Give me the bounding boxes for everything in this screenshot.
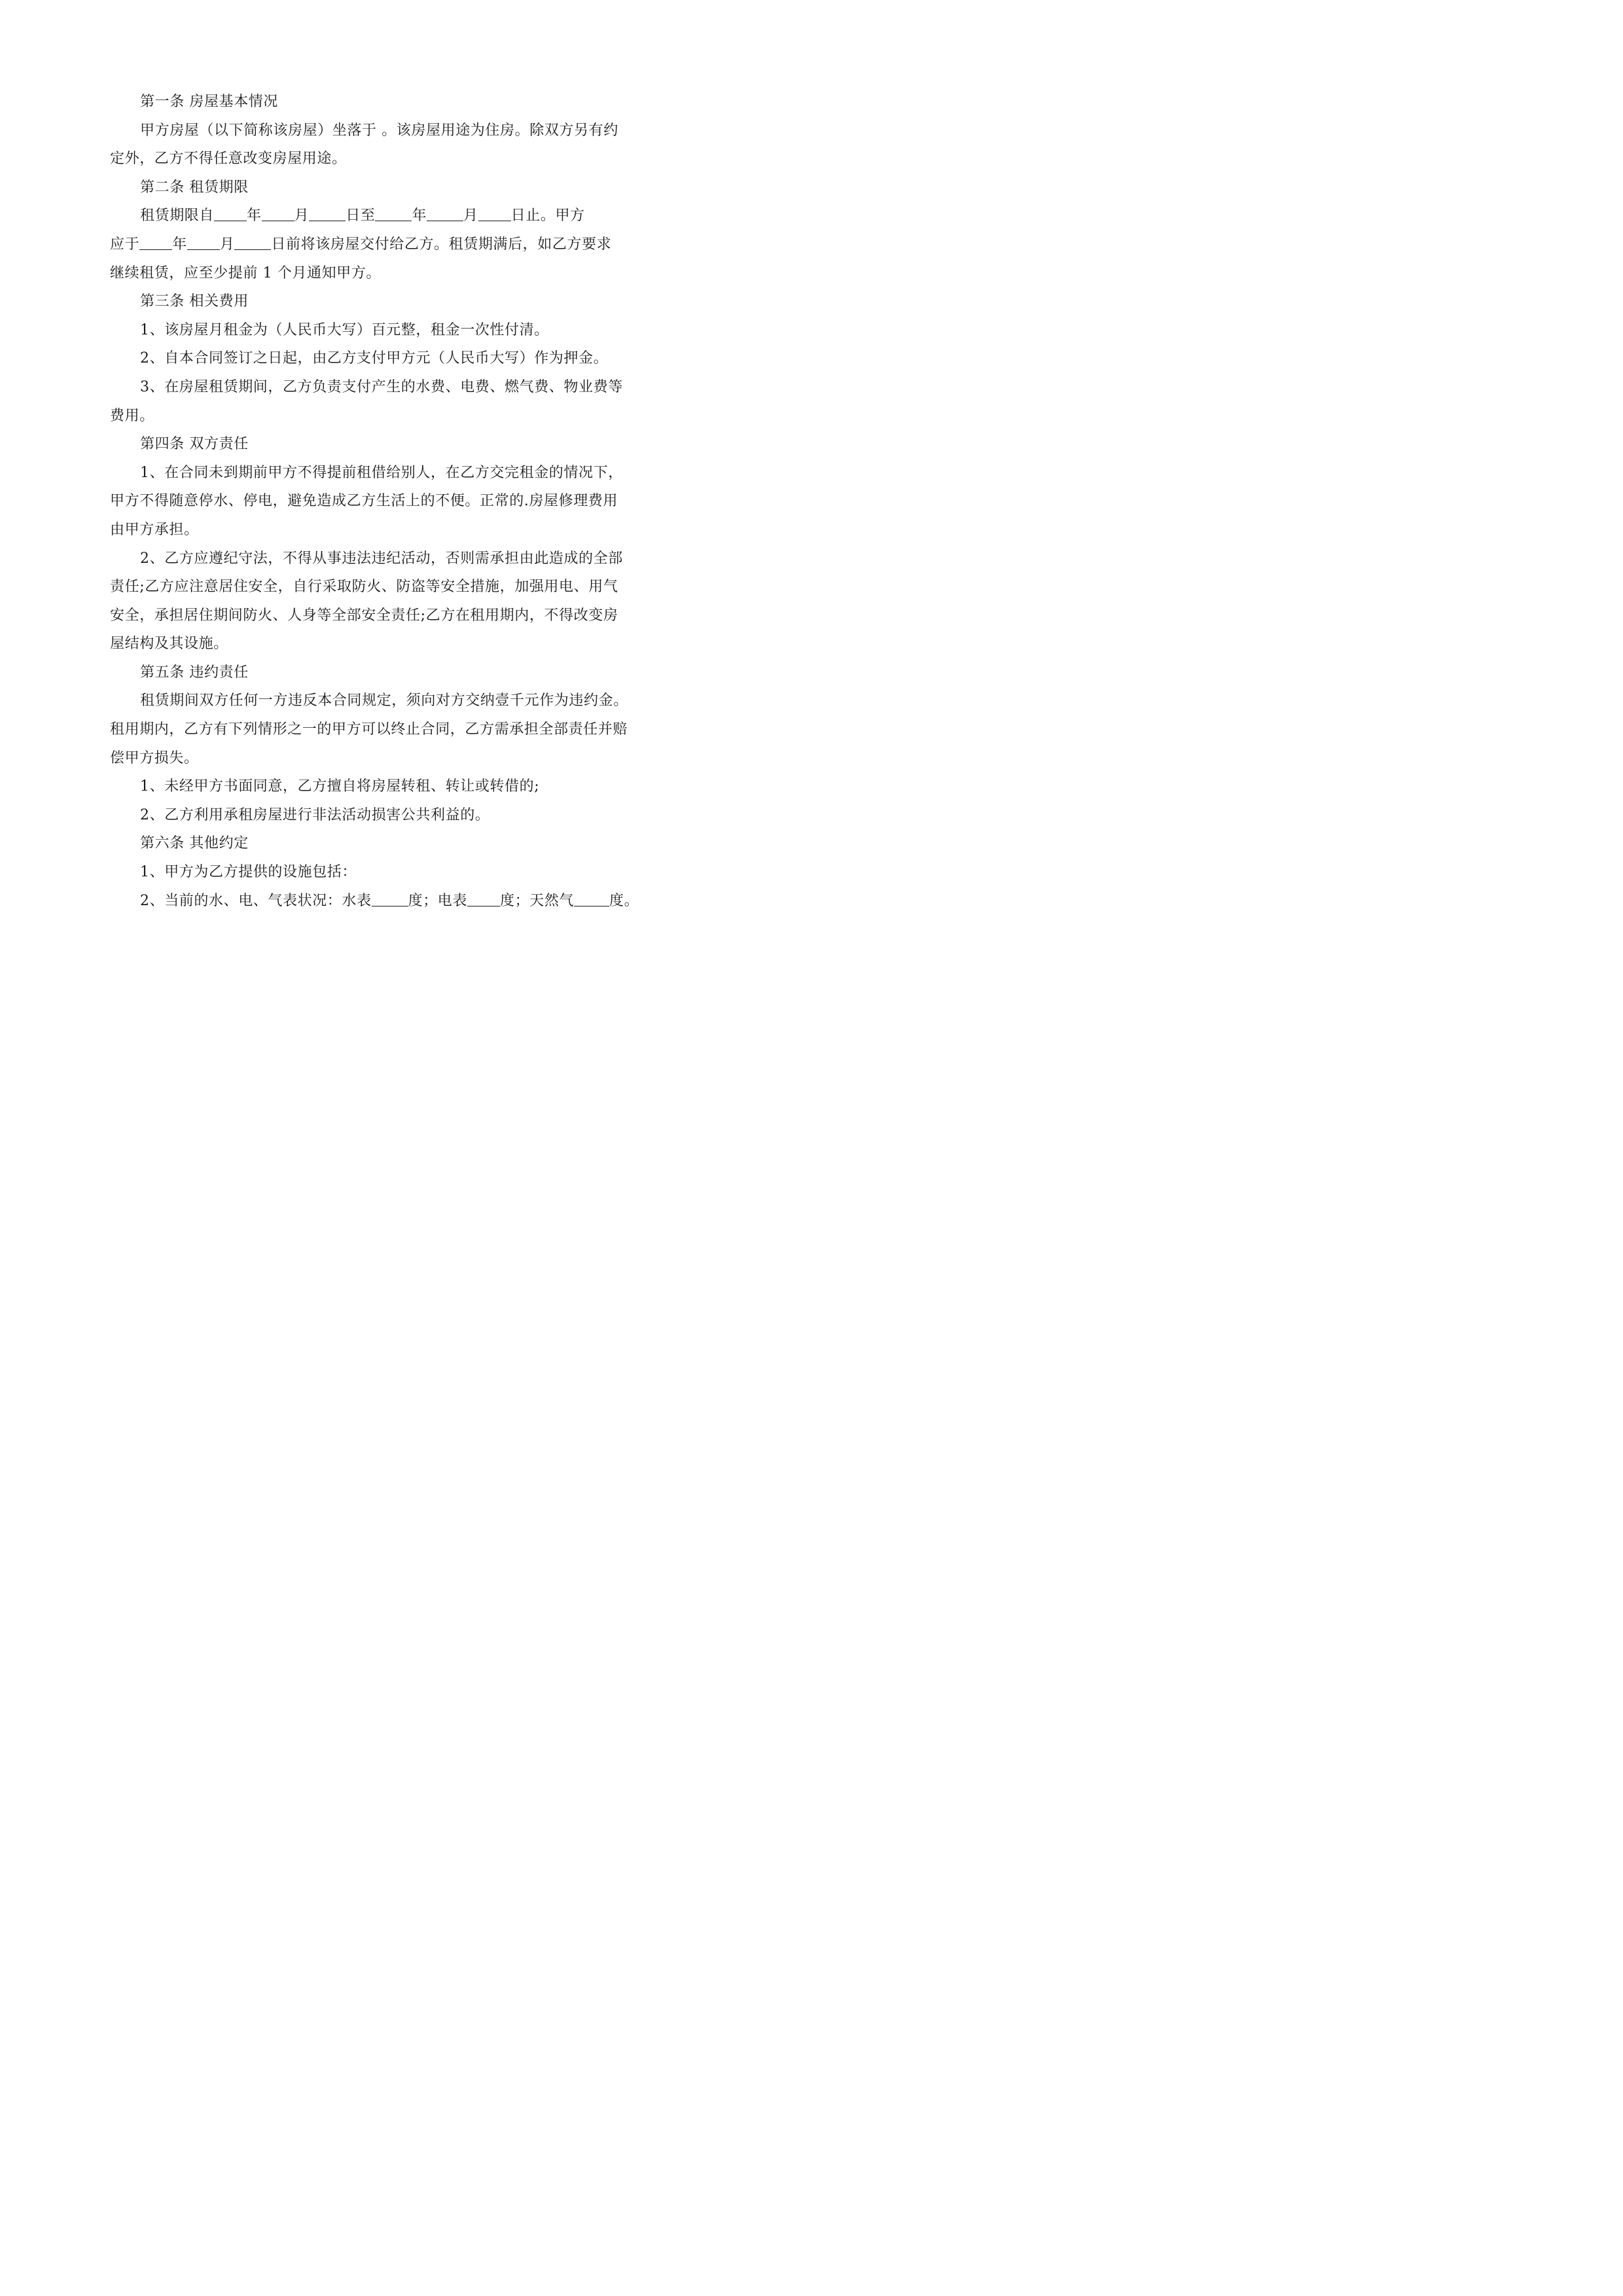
blank-end-month xyxy=(427,206,463,221)
article-3-heading: 第三条 相关费用 xyxy=(140,293,249,310)
text-segment: 年 xyxy=(412,207,427,224)
blank-gas-meter xyxy=(574,891,609,906)
article-4-item-2-line: 屋结构及其设施。 xyxy=(110,636,228,653)
blank-electric-meter xyxy=(467,891,500,906)
text-segment: 年 xyxy=(247,207,262,224)
article-6-meter-readings-line xyxy=(110,887,639,916)
text-segment: 日止。甲方 xyxy=(510,207,585,224)
blank-start-day xyxy=(309,206,346,221)
text-segment: 应于 xyxy=(110,236,140,253)
article-1-paragraph-line: 甲方房屋（以下简称该房屋）坐落于 。该房屋用途为住房。除双方另有约 xyxy=(140,122,618,139)
blank-delivery-day xyxy=(234,235,271,250)
blank-start-month xyxy=(262,206,294,221)
text-segment: 租赁期限自 xyxy=(140,207,215,224)
article-3-item-1: 1、该房屋月租金为（人民币大写）百元整，租金一次性付清。 xyxy=(140,321,549,338)
article-5-item-2: 2、乙方利用承租房屋进行非法活动损害公共利益的。 xyxy=(140,806,490,823)
article-4-item-2-line: 责任;乙方应注意居住安全，自行采取防火、防盗等安全措施，加强用电、用气 xyxy=(110,579,618,596)
article-2-paragraph-line: 继续租赁，应至少提前 1 个月通知甲方。 xyxy=(110,264,381,281)
article-1-heading: 第一条 房屋基本情况 xyxy=(140,94,278,110)
article-3-item-3-line: 费用。 xyxy=(110,407,154,424)
text-segment: 度。 xyxy=(609,892,639,909)
article-5-heading: 第五条 违约责任 xyxy=(140,664,249,681)
article-6-heading: 第六条 其他约定 xyxy=(140,835,249,852)
blank-delivery-year xyxy=(139,235,172,250)
article-4-item-1-line: 甲方不得随意停水、停电，避免造成乙方生活上的不便。正常的.房屋修理费用 xyxy=(110,493,618,510)
blank-end-day xyxy=(478,206,511,221)
text-segment: 2、当前的水、电、气表状况：水表 xyxy=(140,892,372,909)
contract-body xyxy=(110,88,639,915)
text-segment: 月 xyxy=(219,236,235,253)
text-segment: 月 xyxy=(463,207,478,224)
article-4-item-2-line: 2、乙方应遵纪守法，不得从事违法违纪活动，否则需承担由此造成的全部 xyxy=(140,550,623,567)
article-2-lease-term-line xyxy=(110,202,619,230)
text-segment: 月 xyxy=(294,207,310,224)
article-4-item-1-line: 1、在合同未到期前甲方不得提前租借给别人，在乙方交完租金的情况下， xyxy=(140,464,623,481)
blank-delivery-month xyxy=(187,235,220,250)
article-4-item-2-line: 安全，承担居住期间防火、人身等全部安全责任;乙方在租用期内，不得改变房 xyxy=(110,607,618,624)
document-page xyxy=(0,0,725,1026)
article-3-item-2: 2、自本合同签订之日起，由乙方支付甲方元（人民币大写）作为押金。 xyxy=(140,350,609,367)
article-4-item-1-line: 由甲方承担。 xyxy=(110,521,199,538)
text-segment: 日前将该房屋交付给乙方。租赁期满后，如乙方要求 xyxy=(271,236,612,253)
article-5-paragraph-line: 偿甲方损失。 xyxy=(110,749,199,766)
blank-end-year xyxy=(375,206,412,221)
text-segment: 度；电表 xyxy=(408,892,468,909)
article-1-paragraph-line: 定外，乙方不得任意改变房屋用途。 xyxy=(110,151,347,168)
article-5-item-1: 1、未经甲方书面同意，乙方擅自将房屋转租、转让或转借的; xyxy=(140,778,540,795)
article-3-item-3-line: 3、在房屋租赁期间，乙方负责支付产生的水费、电费、燃气费、物业费等 xyxy=(140,378,623,395)
article-2-delivery-line xyxy=(110,230,619,259)
article-5-paragraph-line: 租用期内，乙方有下列情形之一的甲方可以终止合同，乙方需承担全部责任并赔 xyxy=(110,721,628,738)
article-5-paragraph-line: 租赁期间双方任何一方违反本合同规定，须向对方交纳壹千元作为违约金。 xyxy=(140,692,628,709)
article-2-heading: 第二条 租赁期限 xyxy=(140,179,249,196)
text-segment: 年 xyxy=(172,236,187,253)
text-segment: 日至 xyxy=(346,207,376,224)
article-4-heading: 第四条 双方责任 xyxy=(140,436,249,453)
text-segment: 度；天然气 xyxy=(500,892,575,909)
blank-start-year xyxy=(214,206,247,221)
blank-water-meter xyxy=(372,891,408,906)
article-6-item-1: 1、甲方为乙方提供的设施包括： xyxy=(140,864,357,881)
